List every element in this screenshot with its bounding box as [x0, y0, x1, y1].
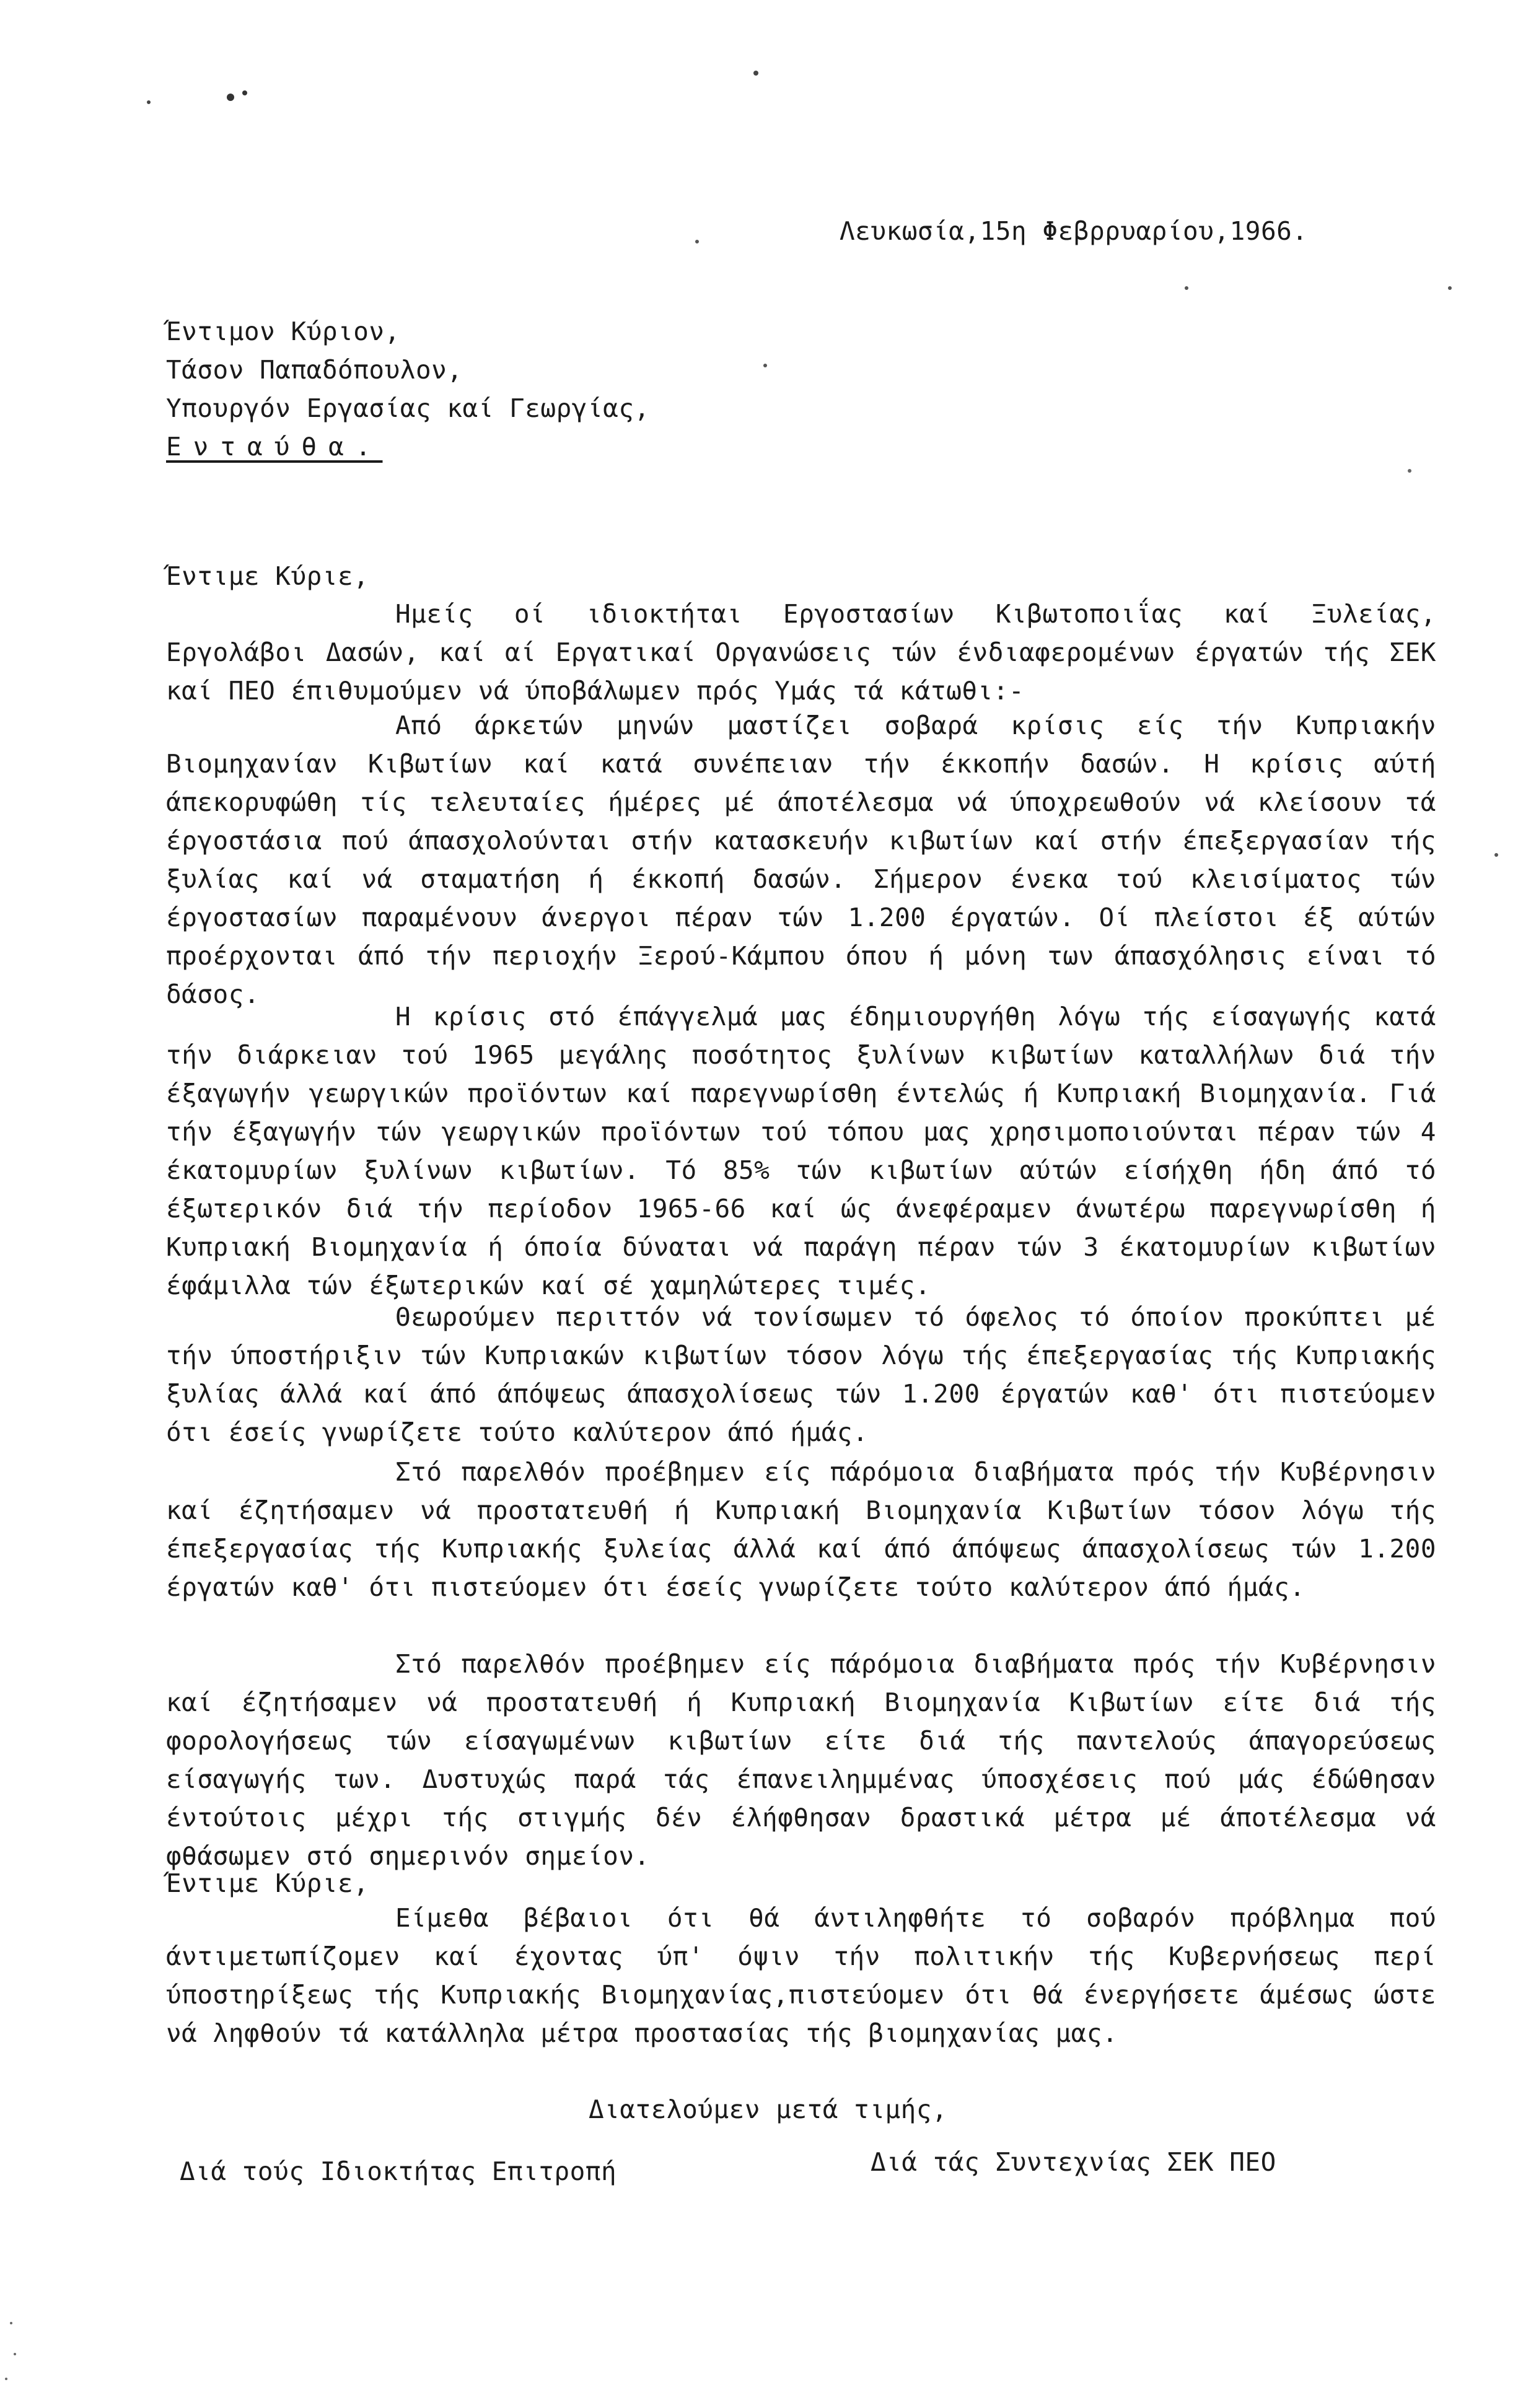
- recipient-line-1: Έντιμον Κύριον,: [166, 317, 400, 346]
- paragraph-7: [166, 1899, 1436, 2052]
- paragraph-5: [166, 1453, 1436, 1606]
- closing: Διατελούμεν μετά τιμής,: [589, 2095, 948, 2124]
- paragraph-4: [166, 1298, 1436, 1451]
- paragraph-5-text: Στό παρελθόν προέβημεν είς πάρόμοια διαβήματα πρός τήν Κυβέρνησιν καί έζητήσαμεν νά προστατευθή ή Κυπριακή Βιομηχανία Κιβωτίων τόσον λόγω τής έπεξεργασίας τής Κυπριακής ξυλείας άλλά καί άπό άπόψεως άπασχολίσεως τών 1.200 έργατών καθ' ότι πιστεύομεν ότι έσείς γνωρίζετε τούτο καλύτερον άπό ήμάς.: [166, 1457, 1436, 1602]
- paragraph-3: [166, 997, 1436, 1305]
- recipient-line-2: Τάσον Παπαδόπουλον,: [166, 355, 463, 385]
- paragraph-1-text: Ημείς οί ιδιοκτήται Εργοστασίων Κιβωτοποιΐας καί Ξυλείας, Εργολάβοι Δασών, καί αί Εργατικαί Οργανώσεις τών ένδιαφερομένων έργατών τής ΣΕΚ καί ΠΕΟ έπιθυμούμεν νά ύποβάλωμεν πρός Υμάς τά κάτωθι:-: [166, 599, 1436, 706]
- paragraph-4-text: Θεωρούμεν περιττόν νά τονίσωμεν τό όφελος τό όποίον προκύπτει μέ τήν ύποστήριξιν τών Κυπριακών κιβωτίων τόσον λόγω τής έπεξεργασίας τής Κυπριακής ξυλίας άλλά καί άπό άπόψεως άπασχολίσεως τών 1.200 έργατών καθ' ότι πιστεύομεν ότι έσείς γνωρίζετε τούτο καλύτερον άπό ήμάς.: [166, 1302, 1436, 1447]
- recipient-line-4: Ενταύθα.: [166, 432, 383, 462]
- salutation-2: Έντιμε Κύριε,: [166, 1868, 369, 1898]
- paragraph-6: [166, 1645, 1436, 1875]
- letter-date: Λευκωσία,15η Φεβρρυαρίου,1966.: [840, 216, 1308, 246]
- salutation: Έντιμε Κύριε,: [166, 561, 369, 591]
- signature-owners: Διά τούς Ιδιοκτήτας Επιτροπή: [180, 2156, 617, 2186]
- paragraph-2: [166, 706, 1436, 1014]
- paragraph-3-text: Η κρίσις στό έπάγγελμά μας έδημιουργήθη λόγω τής είσαγωγής κατά τήν διάρκειαν τού 1965 μεγάλης ποσότητος ξυλίνων κιβωτίων καταλλήλων διά τήν έξαγωγήν γεωργικών προϊόντων καί παρεγνωρίσθη έντελώς ή Κυπριακή Βιομηχανία. Γιά τήν έξαγωγήν τών γεωργικών προϊόντων τού τόπου μας χρησιμοποιούνται πέραν τών 4 έκατομυρίων ξυλίνων κιβωτίων. Τό 85% τών κιβωτίων αύτών είσήχθη ήδη άπό τό έξωτερικόν διά τήν περίοδον 1965-66 καί ώς άνεφέραμεν άνωτέρω παρεγνωρίσθη ή Κυπριακή Βιομηχανία ή όποία δύναται νά παράγη πέραν τών 3 έκατομυρίων κιβωτίων έφάμιλλα τών έξωτερικών καί σέ χαμηλώτερες τιμές.: [166, 1002, 1436, 1300]
- recipient-line-3: Υπουργόν Εργασίας καί Γεωργίας,: [166, 393, 650, 423]
- signature-unions: Διά τάς Συντεχνίας ΣΕΚ ΠΕΟ: [871, 2147, 1276, 2177]
- paragraph-1: [166, 595, 1436, 710]
- paragraph-2-text: Από άρκετών μηνών μαστίζει σοβαρά κρίσις είς τήν Κυπριακήν Βιομηχανίαν Κιβωτίων καί κατά συνέπειαν τήν έκκοπήν δασών. Η κρίσις αύτή άπεκορυφώθη τίς τελευταίες ήμέρες μέ άποτέλεσμα νά ύποχρεωθούν νά κλείσουν τά έργοστάσια πού άπασχολούνται στήν κατασκευήν κιβωτίων καί στήν έπεξεργασίαν τής ξυλίας καί νά σταματήση ή έκκοπή δασών. Σήμερον ένεκα τού κλεισίματος τών έργοστασίων παραμένουν άνεργοι πέραν τών 1.200 έργατών. Οί πλείστοι έξ αύτών προέρχονται άπό τήν περιοχήν Ξερού-Κάμπου όπου ή μόνη των άπασχόλησις είναι τό δάσος.: [166, 711, 1436, 1009]
- paragraph-7-text: Είμεθα βέβαιοι ότι θά άντιληφθήτε τό σοβαρόν πρόβλημα πού άντιμετωπίζομεν καί έχοντας ύπ' όψιν τήν πολιτικήν τής Κυβερνήσεως περί ύποστηρίξεως τής Κυπριακής Βιομηχανίας,πιστεύομεν ότι θά ένεργήσετε άμέσως ώστε νά ληφθούν τά κατάλληλα μέτρα προστασίας τής βιομηχανίας μας.: [166, 1903, 1436, 2048]
- paragraph-6-text: Στό παρελθόν προέβημεν είς πάρόμοια διαβήματα πρός τήν Κυβέρνησιν καί έζητήσαμεν νά προστατευθή ή Κυπριακή Βιομηχανία Κιβωτίων είτε διά τής φορολογήσεως τών είσαγωμένων κιβωτίων είτε διά τής παντελούς άπαγορεύσεως είσαγωγής των. Δυστυχώς παρά τάς έπανειλημμένας ύποσχέσεις πού μάς έδώθησαν έντούτοις μέχρι τής στιγμής δέν έλήφθησαν δραστικά μέτρα μέ άποτέλεσμα νά φθάσωμεν στό σημερινόν σημείον.: [166, 1649, 1436, 1871]
